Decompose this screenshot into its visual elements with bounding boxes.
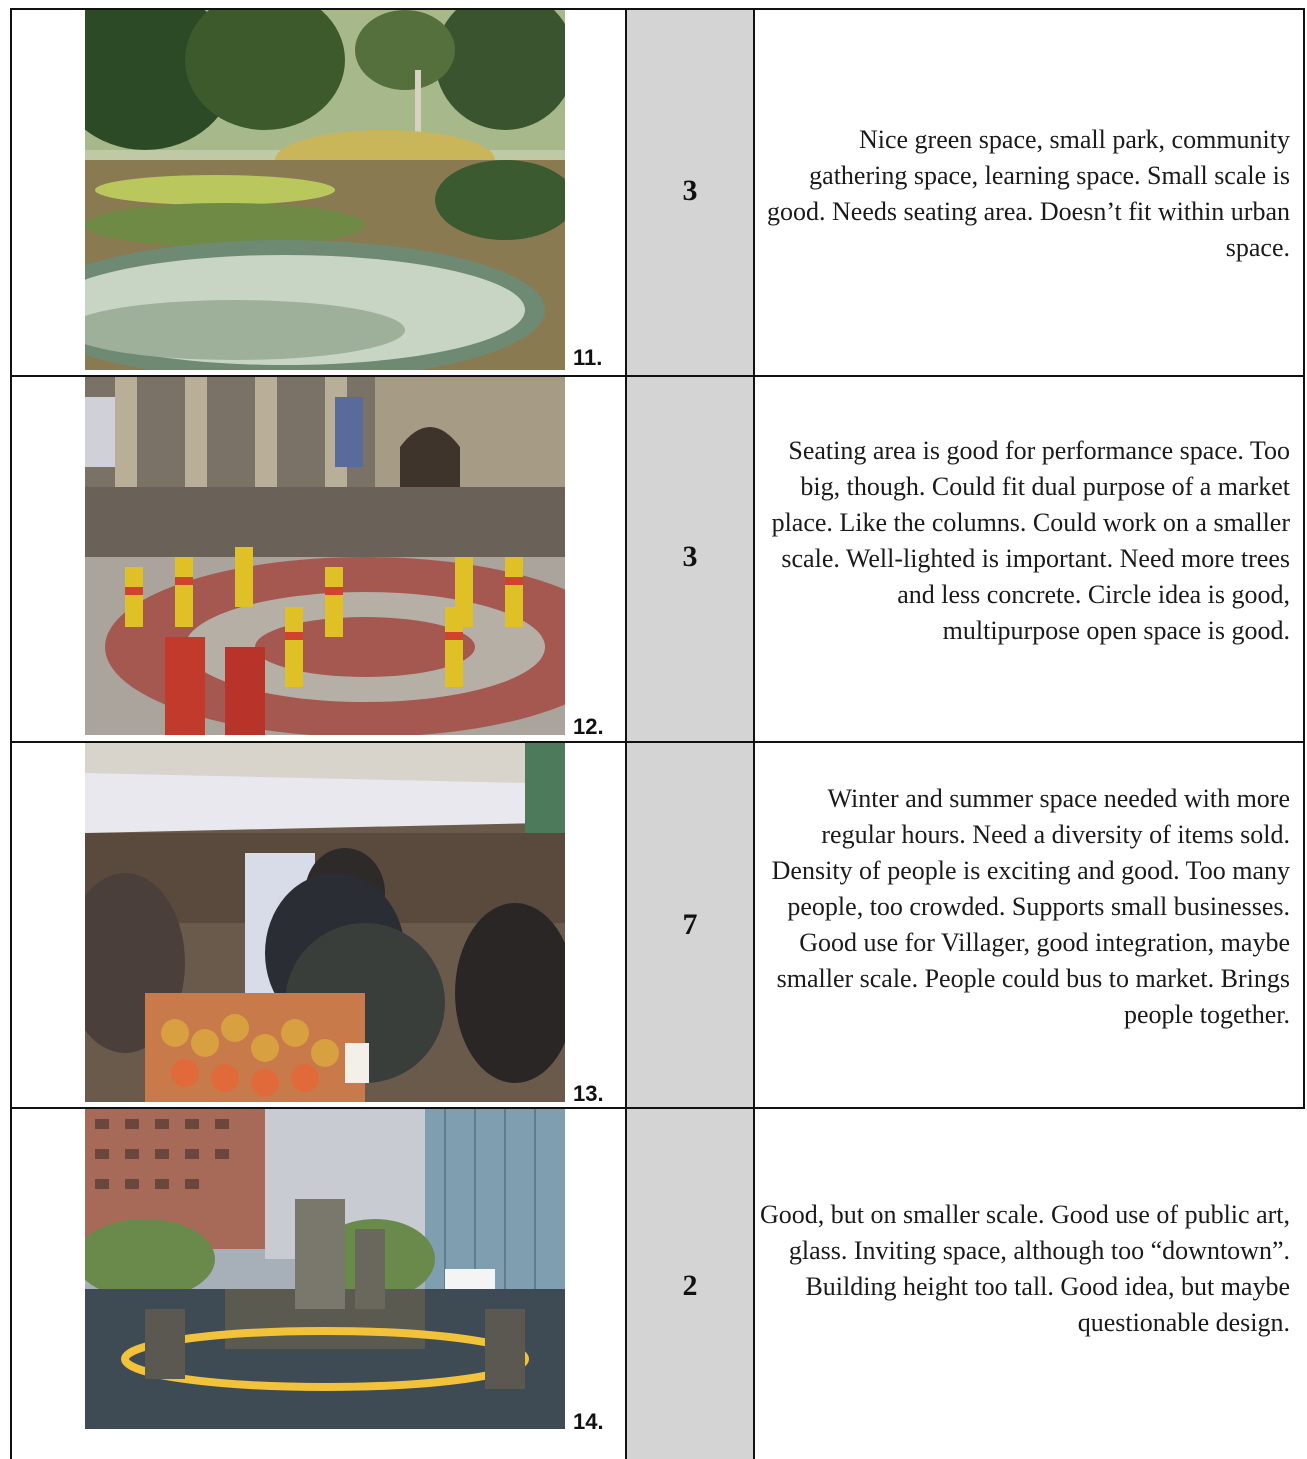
table-row bbox=[12, 377, 1303, 741]
score-value: 3 bbox=[682, 540, 698, 573]
score-value: 7 bbox=[682, 908, 698, 941]
table-row bbox=[12, 1109, 1303, 1459]
fountain-photo bbox=[85, 1109, 565, 1429]
comment-text: Winter and summer space needed with more regular hours. Need a diversity of items sold. Density of people is exciting and good. Too many people, too crowded. Supports small businesses. Good use for Villager, good integration, maybe smaller scale. People could bus to market. Brings people together. bbox=[771, 784, 1290, 1029]
comment-text: Good, but on smaller scale. Good use of public art, glass. Inviting space, although too “downtown”. Building height too tall. Good idea, but maybe questionable design. bbox=[760, 1200, 1290, 1337]
score-value: 2 bbox=[682, 1269, 698, 1302]
photo-number: 11. bbox=[573, 345, 603, 370]
garden-photo bbox=[85, 10, 565, 370]
comment-text: Nice green space, small park, community gathering space, learning space. Small scale is good. Needs seating area. Doesn’t fit within urban space. bbox=[767, 125, 1290, 262]
photo-number: 13. bbox=[573, 1081, 604, 1106]
plaza-performance-photo bbox=[85, 377, 565, 735]
comment-text: Seating area is good for performance space. Too big, though. Could fit dual purpose of a market place. Like the columns. Could work on a smaller scale. Well-lighted is important. Need more trees and less concrete. Circle idea is good, multipurpose open space is good. bbox=[771, 436, 1290, 645]
market-photo bbox=[85, 743, 565, 1102]
table-row bbox=[12, 10, 1303, 375]
photo-number: 12. bbox=[573, 714, 604, 739]
photo-number: 14. bbox=[573, 1409, 604, 1434]
table-row bbox=[12, 743, 1303, 1107]
score-value: 3 bbox=[682, 174, 698, 207]
table-border-right bbox=[1303, 8, 1305, 1108]
